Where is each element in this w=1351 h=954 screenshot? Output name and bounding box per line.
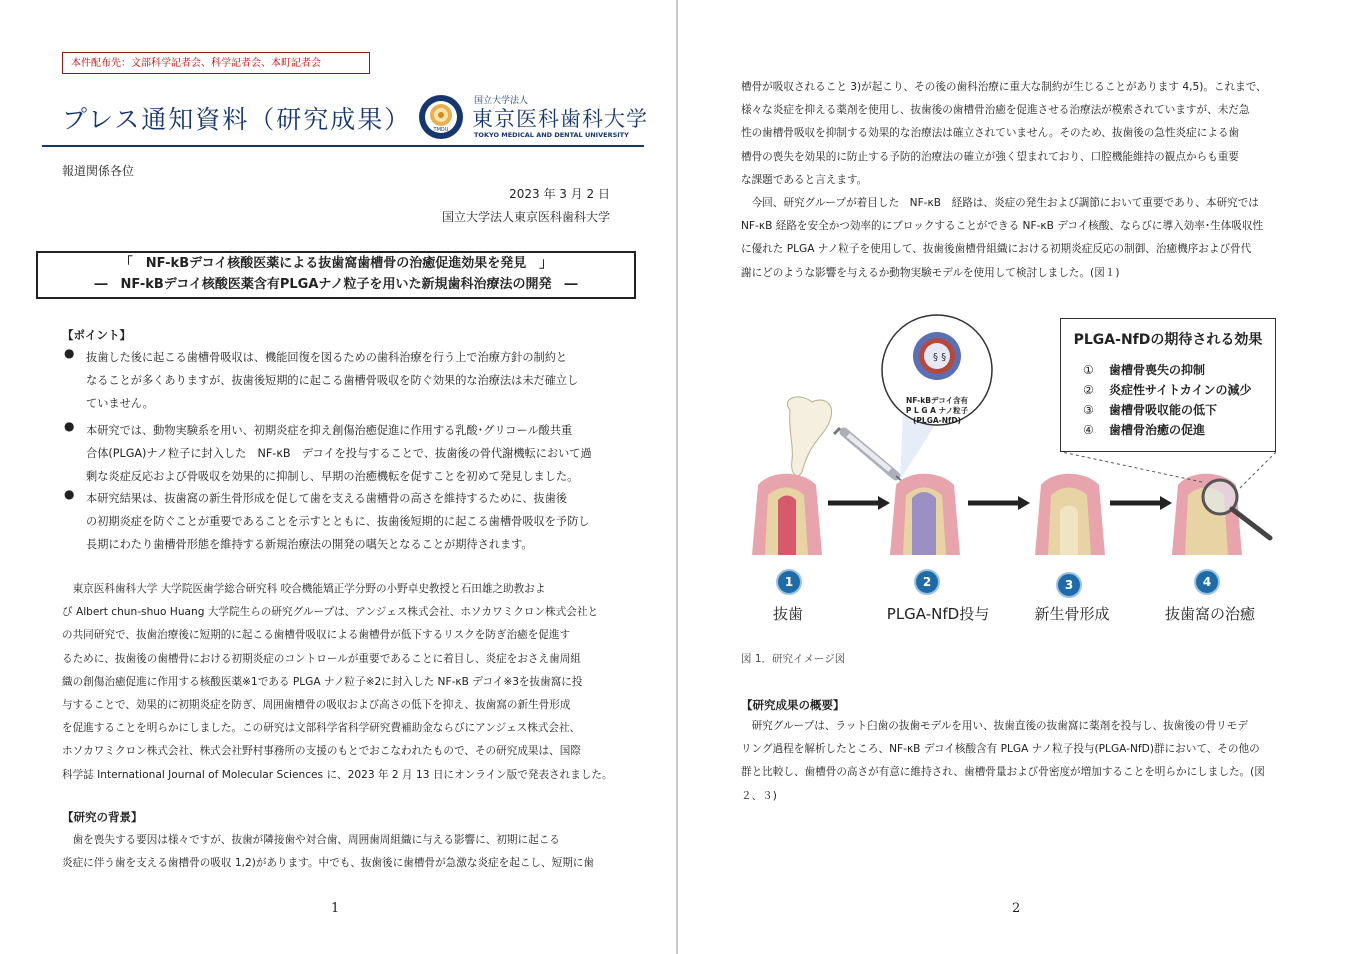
extracted-tooth-icon (787, 397, 831, 476)
emblem-text: TMDU (433, 127, 449, 133)
page-number: 1 (331, 901, 340, 916)
bullet-icon: ● (64, 419, 75, 433)
date: 2023 年 3 月 2 日 (509, 187, 610, 201)
effect-item: ① 歯槽骨喪失の抑制 (1083, 363, 1206, 377)
distribution-box: 本件配布先：文部科学記者会、科学記者会、本町記者会 (62, 52, 370, 74)
socket-2-icon (890, 474, 960, 555)
arrow-icon (968, 496, 1030, 510)
step-badge-4: 4 (1194, 569, 1220, 595)
document-title: プレス通知資料（研究成果） (62, 105, 412, 134)
bullet-icon: ● (64, 346, 75, 360)
socket-3-icon (1035, 474, 1105, 555)
body-paragraph: 東京医科歯科大学 大学院医歯学総合研究科 咬合機能矯正学分野の小野卓史教授と石田雄之助教およ び Albert chun-shuo Huang 大学院生らの研究グループは、アンジェス株式会社、ホソカワミクロン株式会社と の共同研究で、抜歯治療後に短期的に起こる歯槽骨吸収による歯槽骨が低下するリスクを防ぎ治癒を促進す るために、抜歯後の歯槽骨における初期炎症のコントロールが重要であることに着目し、炎症をおさえ歯周組 織の創傷治癒促進に作用する核酸医薬※1である PLGA ナノ粒子※2に封入した NF-κB デコイ※3を抜歯窩に投 与することで、効果的に初期炎症を防ぎ、周囲歯槽骨の吸収および高さの低下を抑え、抜歯窩の新生骨形成 を促進することを明らかにしました。この研究は文部科学省科学研究費補助金ならびにアンジェス株式会社、 ホソカワミクロン株式会社、株式会社野村事務所の支援のもとでおこなわれたもので、その研究成果は、国際 科学誌 International Journal of Molecular Sciences に、2023 年 2 月 13 日にオンライン版で発表されました。 (62, 583, 613, 781)
effect-item: ④ 歯槽骨治癒の促進 (1083, 423, 1206, 437)
background-paragraph: 歯を喪失する要因は様々ですが、抜歯が隣接歯や対合歯、周囲歯周組織に与える影響に、初期に起こる 炎症に伴う歯を支える歯槽骨の吸収 1,2)があります。中でも、抜歯後に歯槽骨が急激な炎症を起こし、短期に歯 (62, 834, 594, 870)
header-divider (42, 145, 644, 147)
socket-1-icon (752, 474, 822, 555)
bullet-icon: ● (64, 487, 75, 501)
headline-sub: ― NF-kBデコイ核酸医薬含有PLGAナノ粒子を用いた新規歯科治療法の開発 ― (94, 277, 578, 292)
university-name-en: TOKYO MEDICAL AND DENTAL UNIVERSITY (474, 131, 629, 139)
list-item: 本研究では、動物実験系を用い、初期炎症を抑え創傷治癒促進に作用する乳酸･グリコール酸共重 合体(PLGA)ナノ粒子に封入した NF-κB デコイを投与することで、抜歯後の骨代謝機転において過 剰な炎症反応および骨吸収を効果的に抑制し、早期の治癒機転を促すことを初めて発見しました。 (86, 424, 592, 484)
step-label-4: 抜歯窩の治癒 (1164, 605, 1255, 623)
arrow-icon (828, 496, 890, 510)
intro-paragraph: 槽骨が吸収されること 3)が起こり、その後の歯科治療に重大な制約が生じることがあります 4,5)。これまで、 様々な炎症を抑える薬剤を使用し、抜歯後の歯槽骨治癒を促進させる治療法が模索されていますが、未だ急 性の歯槽骨吸収を抑制する効果的な治療法は確立されていません。そのため、抜歯後の急性炎症による歯 槽骨の喪失を効果的に防止する予防的治療法の確立が強く望まれており、口腔機能維持の観点からも重要 な課題であると言えます。 今回、研究グループが着目した NF-κB 経路は、炎症の発生および調節において重要であり、本研究では NF-κB 経路を安全かつ効率的にブロックすることができる NF-κB デコイ核酸、ならびに導入効率･生体吸収性 に優れた PLGA ナノ粒子を使用して、抜歯後歯槽骨組織における初期炎症反応の制御、治癒機序および骨代 謝にどのような影響を与えるか動物実験モデルを使用して検討しました。(図１) (741, 81, 1267, 279)
summary-paragraph: 研究グループは、ラット臼歯の抜歯モデルを用い、抜歯直後の抜歯窩に薬剤を投与し、抜歯後の骨リモデ リング過程を解析したところ、NF-κB デコイ核酸含有 PLGA ナノ粒子投与(PLGA-NfD)群において、その他の 群と比較し、歯槽骨の高さが有意に維持され、歯槽骨量および骨密度が増加することを明らかにしました。(図 ２、３) (741, 720, 1265, 802)
step-badge-2: 2 (914, 569, 940, 595)
effect-item: ② 炎症性サイトカインの減少 (1083, 383, 1252, 397)
effects-box (1060, 318, 1276, 452)
university-label-small: 国立大学法人 (474, 96, 529, 106)
svg-text:§ §: § § (933, 352, 947, 363)
sender: 国立大学法人東京医科歯科大学 (441, 210, 610, 224)
addressee: 報道関係各位 (62, 164, 135, 178)
arrow-icon (1110, 496, 1172, 510)
effects-title: PLGA-NfDの期待される効果 (1073, 332, 1263, 348)
nanoparticle-label-3: (PLGA-NfD) (913, 416, 961, 425)
headline-main: 「 NF-kBデコイ核酸医薬による抜歯窩歯槽骨の治癒促進効果を発見 」 (119, 256, 553, 271)
step-badge-3: 3 (1056, 572, 1082, 598)
step-badge-1: 1 (776, 569, 802, 595)
list-item: 本研究結果は、抜歯窩の新生骨形成を促して歯を支える歯槽骨の高さを維持するために、抜歯後 の初期炎症を防ぐことが重要であることを示すとともに、抜歯後短期的に起こる歯槽骨吸収を予防し 長期にわたり歯槽骨形態を維持する新規治療法の開発の嚆矢となることが期待されます。 (86, 492, 590, 552)
nanoparticle-label-1: NF-kBデコイ含有 (906, 396, 968, 405)
syringe-icon (834, 428, 910, 488)
step-label-3: 新生骨形成 (1034, 605, 1110, 623)
university-name: 東京医科歯科大学 (472, 107, 648, 131)
step-label-1: 抜歯 (772, 605, 803, 623)
nanoparticle-label-2: P L G A ナノ粒子 (905, 406, 969, 415)
figure-caption: 図 1．研究イメージ図 (741, 653, 846, 665)
step-label-2: PLGA-NfD投与 (886, 605, 990, 623)
background-heading: 【研究の背景】 (62, 810, 143, 824)
headline-box (36, 251, 636, 299)
points-heading: 【ポイント】 (62, 328, 131, 342)
summary-heading: 【研究成果の概要】 (741, 698, 845, 712)
page-number: 2 (1012, 901, 1021, 916)
university-emblem-icon (418, 94, 464, 140)
list-item: 抜歯した後に起こる歯槽骨吸収は、機能回復を図るための歯科治療を行う上で治療方針の制約と なることが多くありますが、抜歯後短期的に起こる歯槽骨吸収を防ぐ効果的な治療法は未だ確立し ていません。 (86, 351, 579, 411)
effect-item: ③ 歯槽骨吸収能の低下 (1083, 403, 1218, 417)
